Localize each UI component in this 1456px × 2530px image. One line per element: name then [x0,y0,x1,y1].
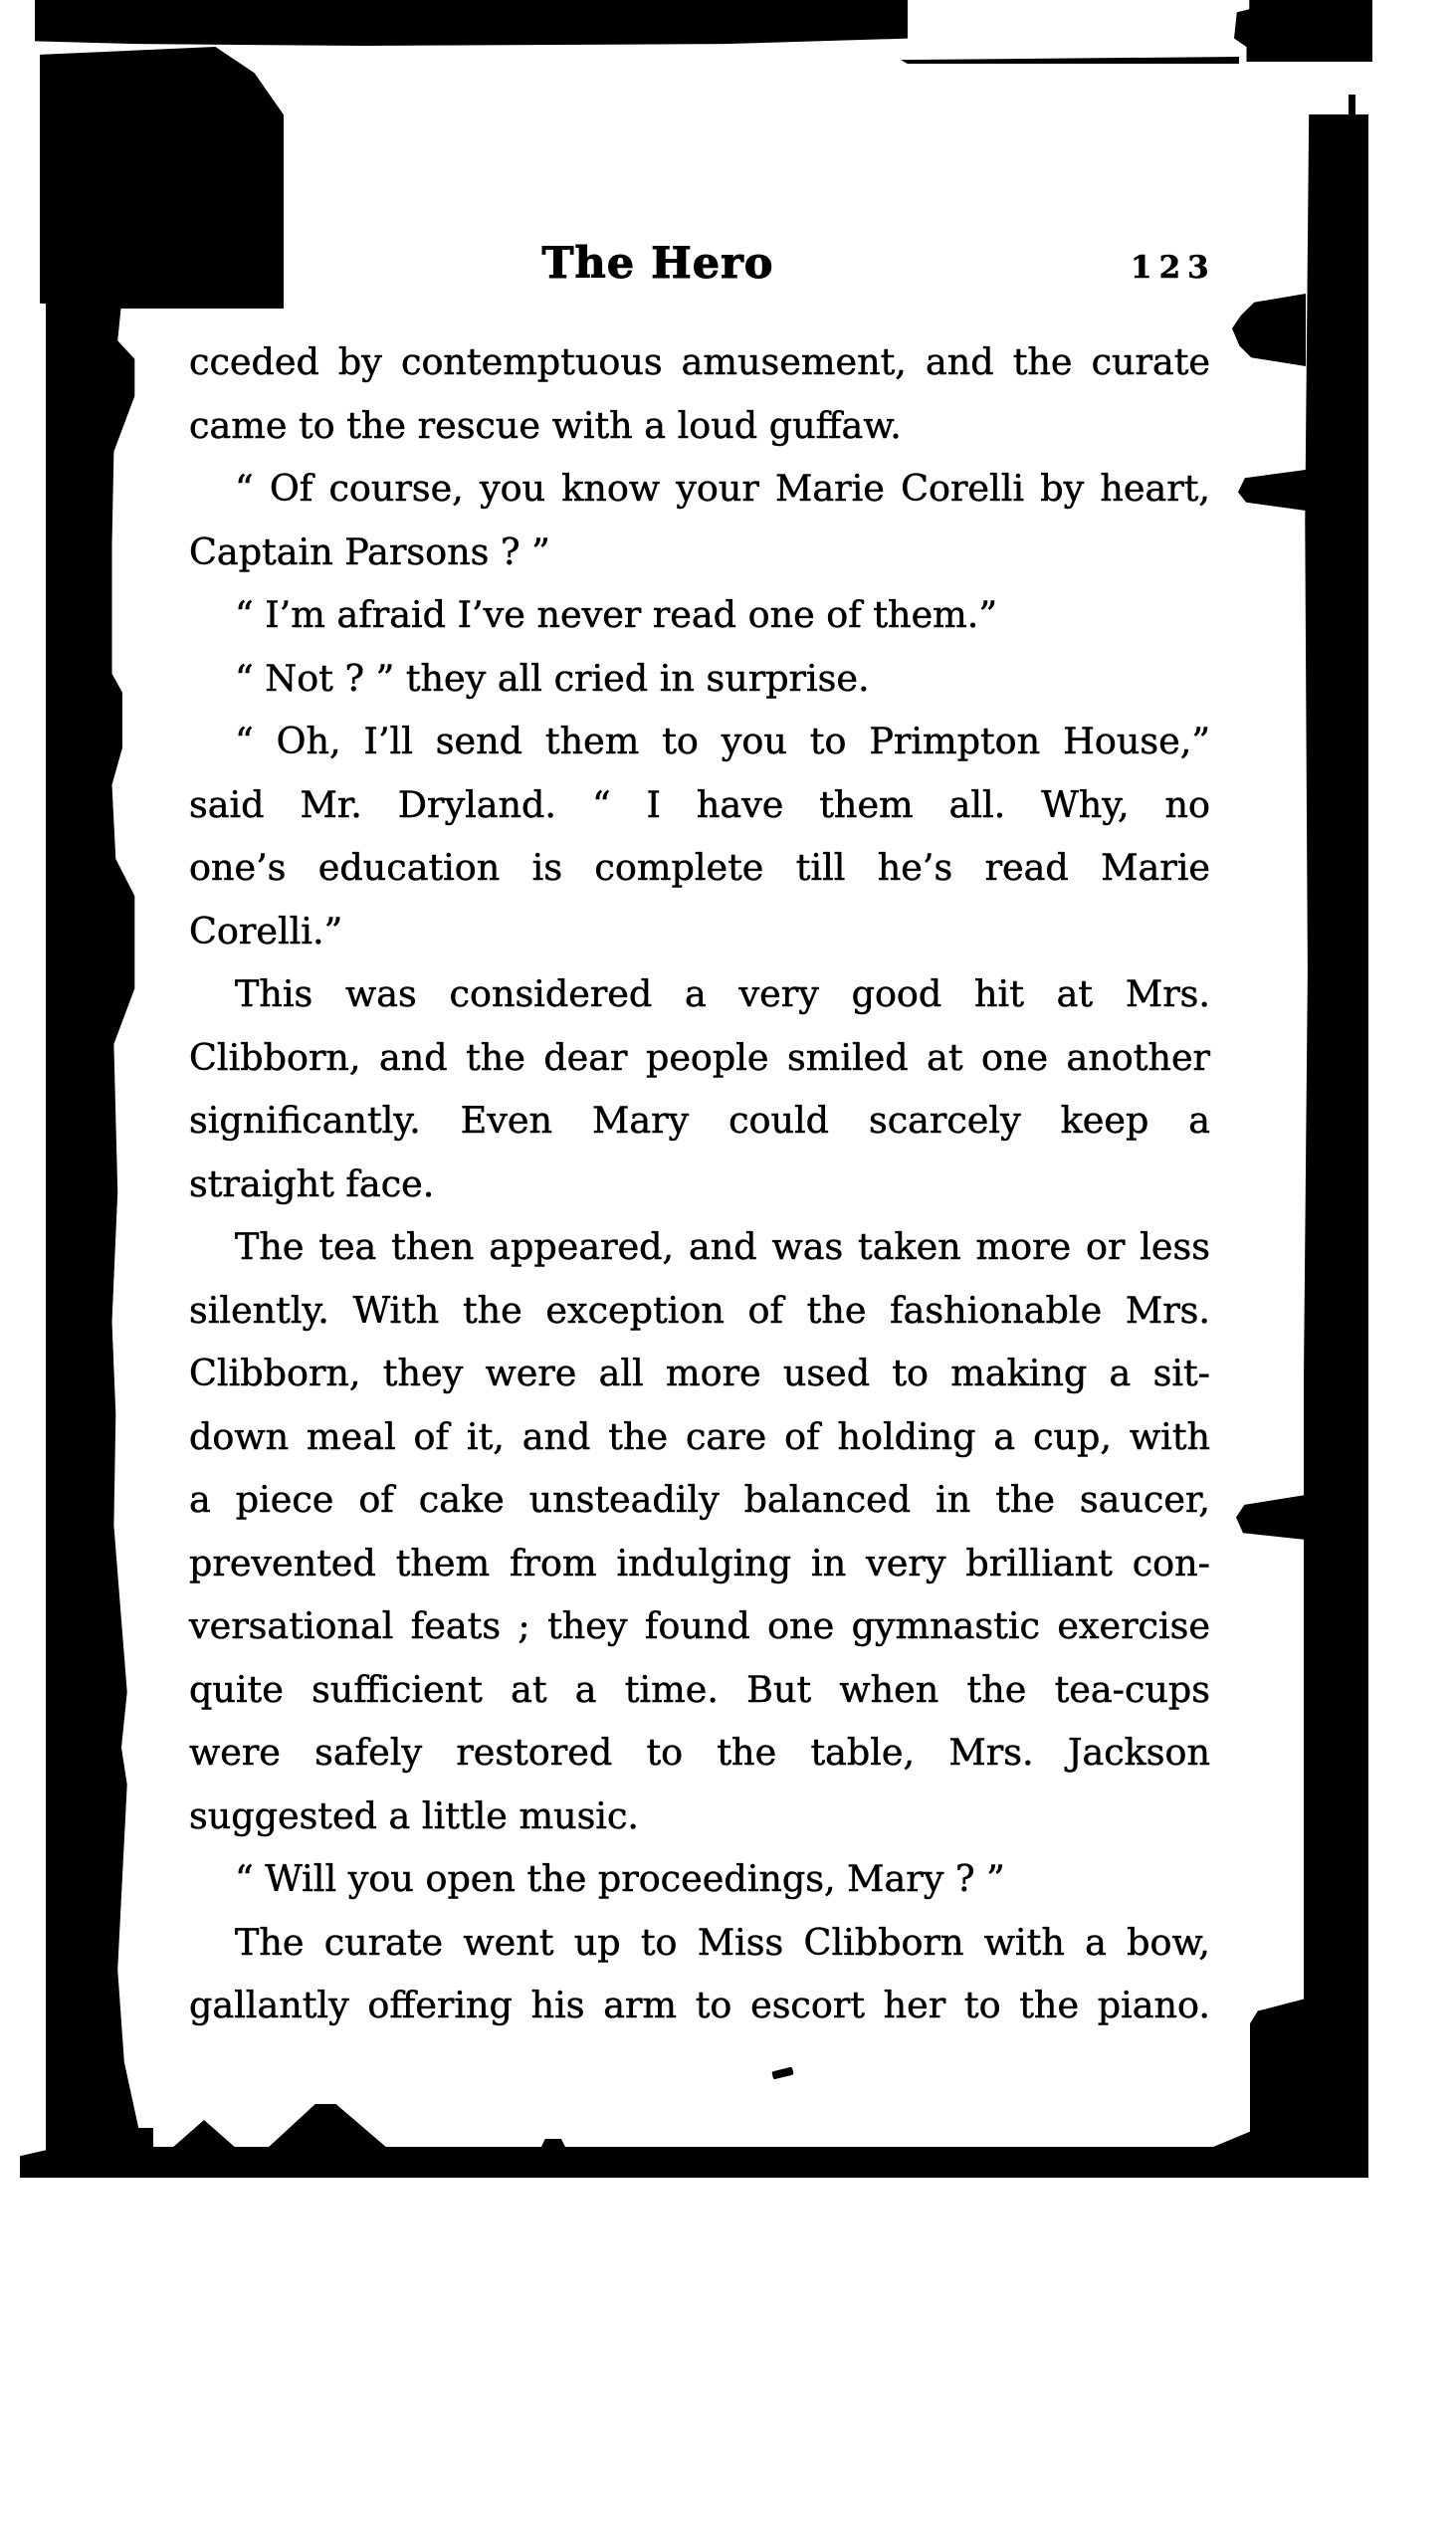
text-line: one’s education is complete till he’s read Marie [189,846,1210,889]
text-line: straight face. [189,1161,435,1205]
text-line: This was considered a very good hit at Mrs. [235,972,1210,1015]
text-line: Captain Parsons ? ” [189,529,550,573]
scan-artifact-top-right-block [1234,0,1372,62]
text-line: The curate went up to Miss Clibborn with a bow, [235,1920,1210,1964]
text-line: prevented them from indulging in very brilliant con- [189,1541,1210,1584]
scan-artifact-right-blob-1 [1232,294,1306,366]
text-line: came to the rescue with a loud guffaw. [189,403,902,447]
text-line: suggested a little music. [189,1793,640,1837]
scan-artifact-bottom-bump-3 [540,2139,566,2149]
body-text-block [189,330,1210,2037]
text-line: The tea then appeared, and was taken more or less [235,1225,1210,1268]
scan-artifact-right-bar-widen [1250,1999,1306,2155]
text-line: “ Of course, you know your Marie Corelli by heart, [235,467,1210,510]
scan-artifact-bottom-bump-1 [171,2120,237,2149]
scan-artifact-left-band [46,304,140,2155]
text-line: silently. With the exception of the fashionable Mrs. [189,1288,1210,1332]
scan-artifact-right-blob-3 [1236,1495,1306,1540]
scan-artifact-top-band [35,0,908,46]
text-line: “ Not ? ” they all cried in surprise. [235,656,870,700]
text-line: significantly. Even Mary could scarcely keep a [189,1099,1210,1142]
scan-artifact-bottom-band [20,2147,1368,2178]
scan-artifact-bottom-bump-2 [267,2104,388,2149]
text-line: Clibborn, and the dear people smiled at one another [189,1035,1210,1079]
text-line: gallantly offering his arm to escort her to the piano. [189,1984,1210,2026]
running-head-title: The Hero [541,239,774,289]
text-line: “ Oh, I’ll send them to you to Primpton House,” [235,720,1210,762]
text-line: quite sufficient at a time. But when the tea-cups [189,1667,1210,1711]
scan-artifact-left-top-block [40,47,284,309]
text-line: versational feats ; they found one gymnastic exercise [189,1604,1210,1647]
scan-artifact-stray-dash [771,2067,793,2080]
page-number: 123 [1131,250,1216,286]
text-line: Corelli.” [189,909,343,952]
text-line: Clibborn, they were all more used to making a sit- [189,1352,1210,1394]
scan-artifact-right-blob-2 [1238,470,1306,511]
text-line: “ Will you open the proceedings, Mary ? ” [235,1857,1005,1900]
text-line: were safely restored to the table, Mrs. Jackson [189,1731,1210,1774]
text-line: cceded by contemptuous amusement, and the curate [189,340,1210,383]
scan-artifact-right-bar [1304,114,1368,2155]
text-line: down meal of it, and the care of holding a cup, with [189,1414,1210,1458]
text-line: said Mr. Dryland. “ I have them all. Why, no [189,782,1210,826]
text-line: a piece of cake unsteadily balanced in the saucer, [189,1478,1210,1521]
text-line: “ I’m afraid I’ve never read one of them.” [235,593,998,636]
scan-artifact-top-line [901,57,1239,64]
